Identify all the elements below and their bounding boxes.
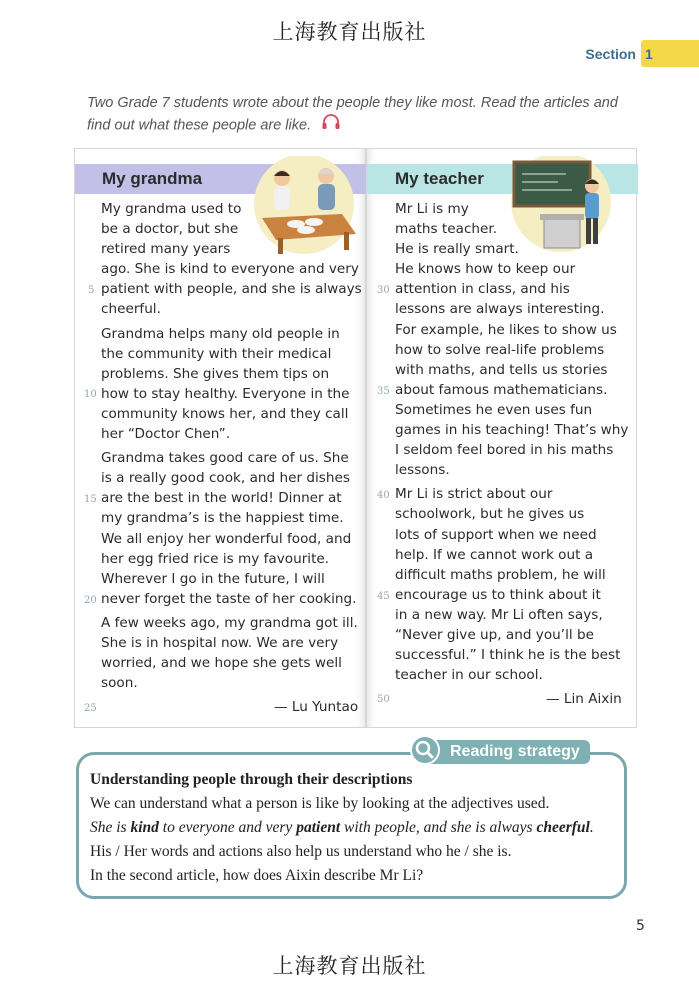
text-line: help. If we cannot work out a xyxy=(395,546,594,563)
section-number: 1 xyxy=(641,40,699,67)
instruction-text: Two Grade 7 students wrote about the people they like most. Read the articles and find out what these people are like. xyxy=(87,95,618,134)
line-number: 30 xyxy=(377,285,390,296)
article-title-grandma: My grandma xyxy=(102,169,203,188)
text-line: in a new way. Mr Li often says, xyxy=(395,606,603,623)
text-line: her “Doctor Chen”. xyxy=(101,426,231,443)
text-line: “Never give up, and you’ll be xyxy=(395,626,594,643)
text-line: lessons are always interesting. xyxy=(395,301,605,318)
paragraph xyxy=(101,199,362,320)
line-number: 15 xyxy=(84,494,97,505)
text-line: how to solve real-life problems xyxy=(395,341,605,358)
text-line: problems. She gives them tips on xyxy=(101,365,330,382)
author-grandma: — Lu Yuntao xyxy=(274,699,359,715)
line-number: 35 xyxy=(377,386,390,397)
headphones-icon[interactable] xyxy=(321,114,341,137)
text-line: Grandma takes good care of us. She xyxy=(101,450,349,467)
line-number: 45 xyxy=(377,591,390,602)
text-line: difficult maths problem, he will xyxy=(395,566,606,583)
text-line: is a really good cook, and her dishes xyxy=(101,470,350,487)
text-line: attention in class, and his xyxy=(395,281,570,298)
paragraph xyxy=(101,613,362,693)
text-line: ago. She is kind to everyone and very xyxy=(101,261,359,278)
text-line: lots of support when we need xyxy=(395,526,597,543)
article-body-teacher xyxy=(395,199,628,685)
text-line: For example, he likes to show us xyxy=(395,321,617,338)
text-line: community knows her, and they call xyxy=(101,405,349,422)
text-line: Mr Li is strict about our xyxy=(395,486,553,503)
text-line: my grandma’s is the happiest time. xyxy=(101,510,344,527)
text-line: She is in hospital now. We are very xyxy=(101,634,339,651)
example-adjective: cheerful xyxy=(536,819,590,836)
text-line: He is really smart. xyxy=(395,241,519,258)
text-line: cheerful. xyxy=(101,301,161,318)
text-line: successful.” I think he is the best xyxy=(395,647,621,664)
text-line: with maths, and tells us stories xyxy=(395,361,608,378)
text-line: A few weeks ago, my grandma got ill. xyxy=(101,614,358,631)
text-line: worried, and we hope she gets well xyxy=(101,655,342,672)
strategy-example xyxy=(90,816,620,840)
strategy-line: We can understand what a person is like by looking at the adjectives used. xyxy=(90,795,550,812)
publisher-header: 上海教育出版社 xyxy=(272,20,427,44)
paragraph xyxy=(395,484,628,685)
paragraph xyxy=(101,324,362,445)
line-number: 10 xyxy=(84,389,97,400)
text-line: I seldom feel bored in his maths xyxy=(395,442,614,459)
line-number: 50 xyxy=(377,694,390,705)
strategy-line: His / Her words and actions also help us understand who he / she is. xyxy=(90,843,512,860)
publisher-footer: 上海教育出版社 xyxy=(272,954,427,978)
instruction xyxy=(87,93,627,137)
reading-strategy-tab xyxy=(410,738,590,766)
text-line: schoolwork, but he gives us xyxy=(395,506,585,523)
text-line: He knows how to keep our xyxy=(395,261,576,278)
magnifier-icon xyxy=(410,735,440,769)
example-adjective: patient xyxy=(296,819,341,836)
article-body-grandma xyxy=(101,199,362,693)
text-line: games in his teaching! That’s why xyxy=(395,422,629,439)
line-number: 40 xyxy=(377,490,390,501)
paragraph xyxy=(395,199,628,480)
text-line: maths teacher. xyxy=(395,221,498,238)
strategy-question: In the second article, how does Aixin describe Mr Li? xyxy=(90,867,424,884)
text-line: Mr Li is my xyxy=(395,201,469,217)
text-line: be a doctor, but she xyxy=(101,221,239,238)
text-line: Wherever I go in the future, I will xyxy=(101,570,325,587)
text-line: patient with people, and she is always xyxy=(101,281,362,298)
line-number: 5 xyxy=(88,285,95,296)
reading-strategy-text xyxy=(90,768,620,888)
line-number: 25 xyxy=(84,703,97,714)
section-tag xyxy=(585,40,699,67)
article-title-teacher: My teacher xyxy=(395,169,484,188)
section-label: Section xyxy=(585,45,636,62)
text-line: her egg fried rice is my favourite. xyxy=(101,550,330,567)
reading-strategy-label: Reading strategy xyxy=(420,740,590,764)
strategy-heading: Understanding people through their descriptions xyxy=(90,771,413,788)
text-line: never forget the taste of her cooking. xyxy=(101,590,357,607)
text-line: the community with their medical xyxy=(101,345,332,362)
text-line: encourage us to think about it xyxy=(395,586,601,603)
line-number: 20 xyxy=(84,595,97,606)
text-line: are the best in the world! Dinner at xyxy=(101,490,342,507)
example-text: She is xyxy=(90,819,131,836)
text-line: how to stay healthy. Everyone in the xyxy=(101,385,350,402)
text-line: lessons. xyxy=(395,462,450,479)
example-text: . xyxy=(589,819,594,836)
text-line: We all enjoy her wonderful food, and xyxy=(101,530,352,547)
example-text: with people, and she is always xyxy=(340,819,537,836)
text-line: Sometimes he even uses fun xyxy=(395,401,593,418)
text-line: about famous mathematicians. xyxy=(395,381,608,398)
paragraph xyxy=(101,448,362,609)
text-line: soon. xyxy=(101,675,138,692)
text-line: teacher in our school. xyxy=(395,667,543,684)
text-line: My grandma used to xyxy=(101,201,242,217)
text-line: retired many years xyxy=(101,241,231,258)
example-adjective: kind xyxy=(130,819,159,836)
text-line: Grandma helps many old people in xyxy=(101,325,340,342)
page-number: 5 xyxy=(636,918,645,934)
example-text: to everyone and very xyxy=(158,819,297,836)
author-teacher: — Lin Aixin xyxy=(546,691,622,707)
